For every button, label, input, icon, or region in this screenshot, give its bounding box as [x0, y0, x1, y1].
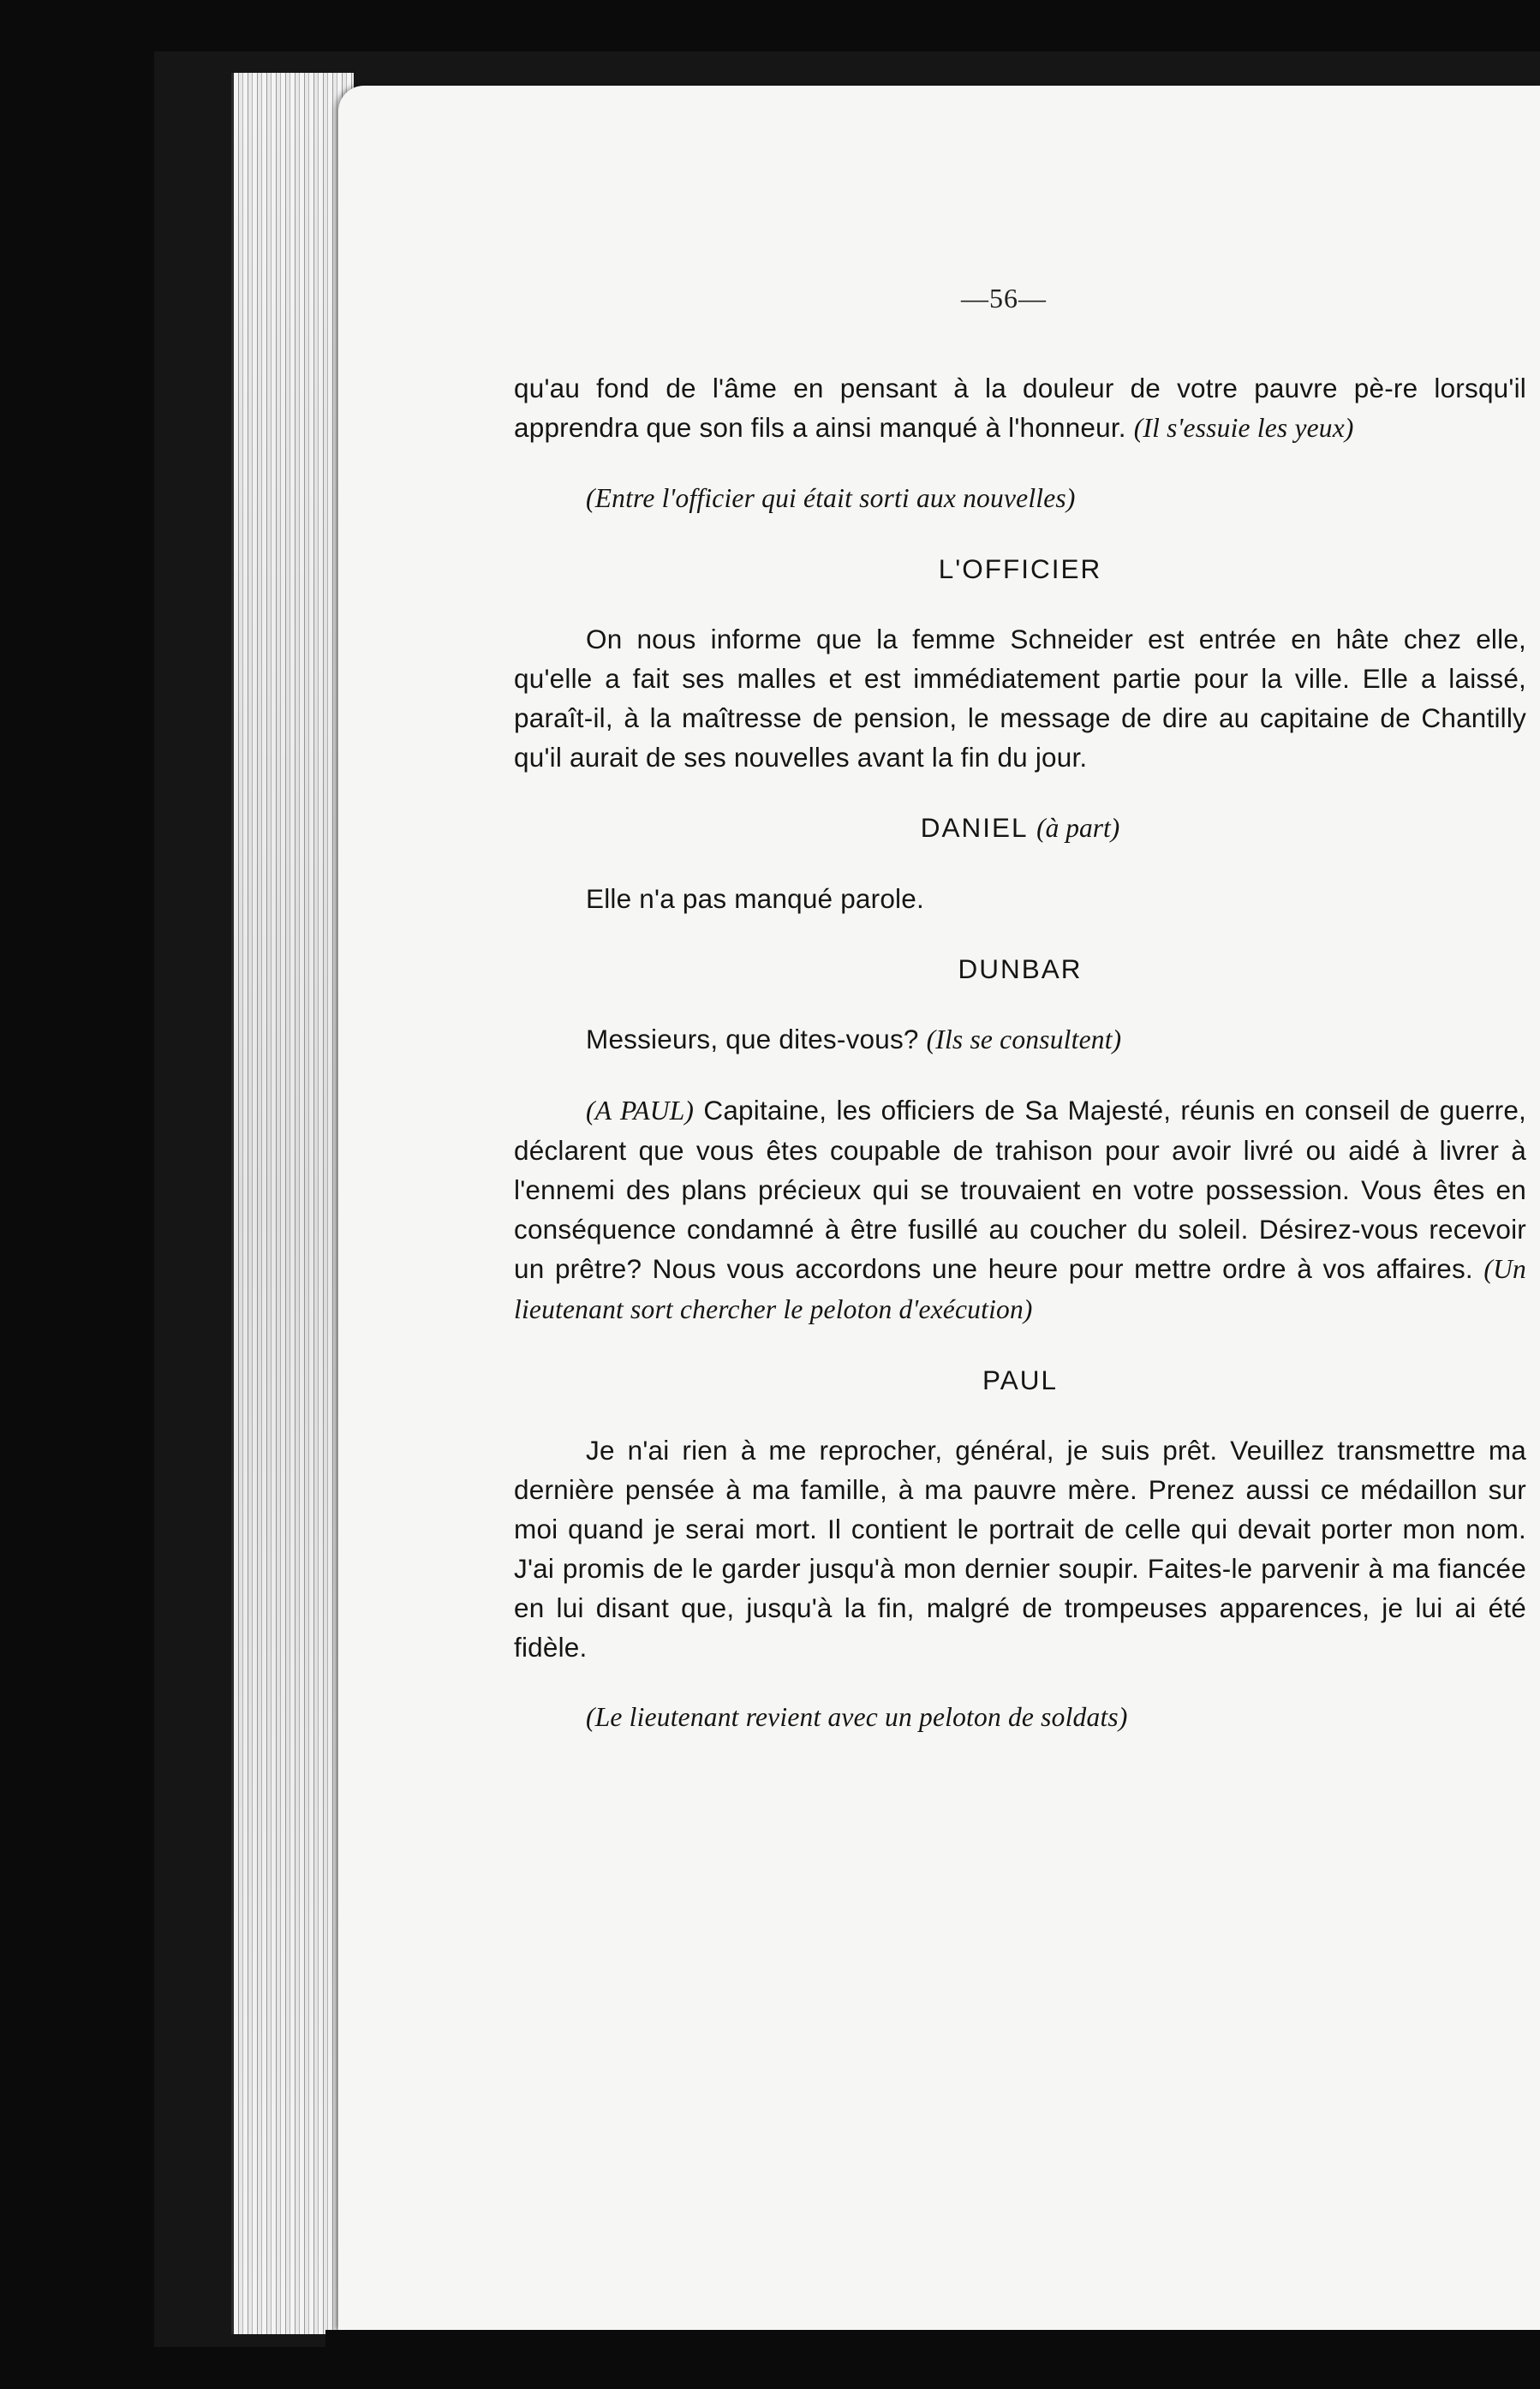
paragraph: [514, 368, 1526, 448]
paragraph: [514, 1090, 1526, 1329]
speaker-name: DUNBAR: [958, 953, 1083, 984]
speaker-line: [514, 808, 1526, 848]
dialogue-text: On nous informe que la femme Schneider est entrée en hâte chez elle, qu'elle a fait ses malles et est immédiatement partie pour la ville. Elle a laissé, paraît-il, à la maîtresse de pension, le message de dire au capitaine de Chantilly qu'il aurait de ses nouvelles avant la fin du jour.: [514, 624, 1526, 773]
page-edges: [231, 73, 354, 2334]
stage-direction: (Le lieutenant revient avec un peloton de soldats): [586, 1702, 1128, 1732]
page-text: [514, 368, 1526, 1737]
paragraph: [514, 1019, 1526, 1060]
dialogue-text: Elle n'a pas manqué parole.: [586, 883, 924, 914]
stage-direction: (A PAUL): [586, 1096, 695, 1126]
stage-direction: (à part): [1036, 813, 1120, 843]
dialogue-text: Messieurs, que dites-vous?: [586, 1024, 919, 1054]
bottom-border: [325, 2330, 1540, 2389]
speaker-name: PAUL: [982, 1365, 1058, 1395]
dialogue-text: Je n'ai rien à me reprocher, général, je suis prêt. Veuillez transmettre ma dernière pensée à ma famille, à ma pauvre mère. Prenez aussi ce médaillon sur moi quand je serai mort. Il contient le portrait de celle qui devait porter mon nom. J'ai promis de le garder jusqu'à mon dernier soupir. Faites-le parvenir à ma fiancée en lui disant que, jusqu'à la fin, malgré de trompeuses apparences, je lui ai été fidèle.: [514, 1435, 1526, 1663]
speaker-name: L'OFFICIER: [938, 553, 1102, 584]
dialogue-text: Capitaine, les officiers de Sa Majesté, réunis en conseil de guerre, déclarent que vous êtes coupable de trahison pour avoir livré ou aidé à livrer à l'ennemi des plans précieux qui se trouvaient en votre possession. Vous êtes en conséquence condamné à être fusillé au coucher du soleil. Désirez-vous recevoir un prêtre? Nous vous accordons une heure pour mettre ordre à vos affaires.: [514, 1095, 1526, 1284]
stage-direction: (Il s'essuie les yeux): [1133, 413, 1354, 443]
stage-direction: (Ils se consultent): [926, 1024, 1122, 1054]
speaker-name: DANIEL: [920, 812, 1028, 843]
dialogue-text: qu'au fond de l'âme en pensant à la douleur de votre pauvre pè-re lorsqu'il apprendra que son fils a ainsi manqué à l'honneur.: [514, 373, 1526, 443]
page-number: —56—: [961, 283, 1047, 314]
stage-direction: (Un lieutenant sort chercher le peloton d'exécution): [514, 1254, 1526, 1324]
stage-direction: (Entre l'officier qui était sorti aux nouvelles): [586, 483, 1076, 513]
